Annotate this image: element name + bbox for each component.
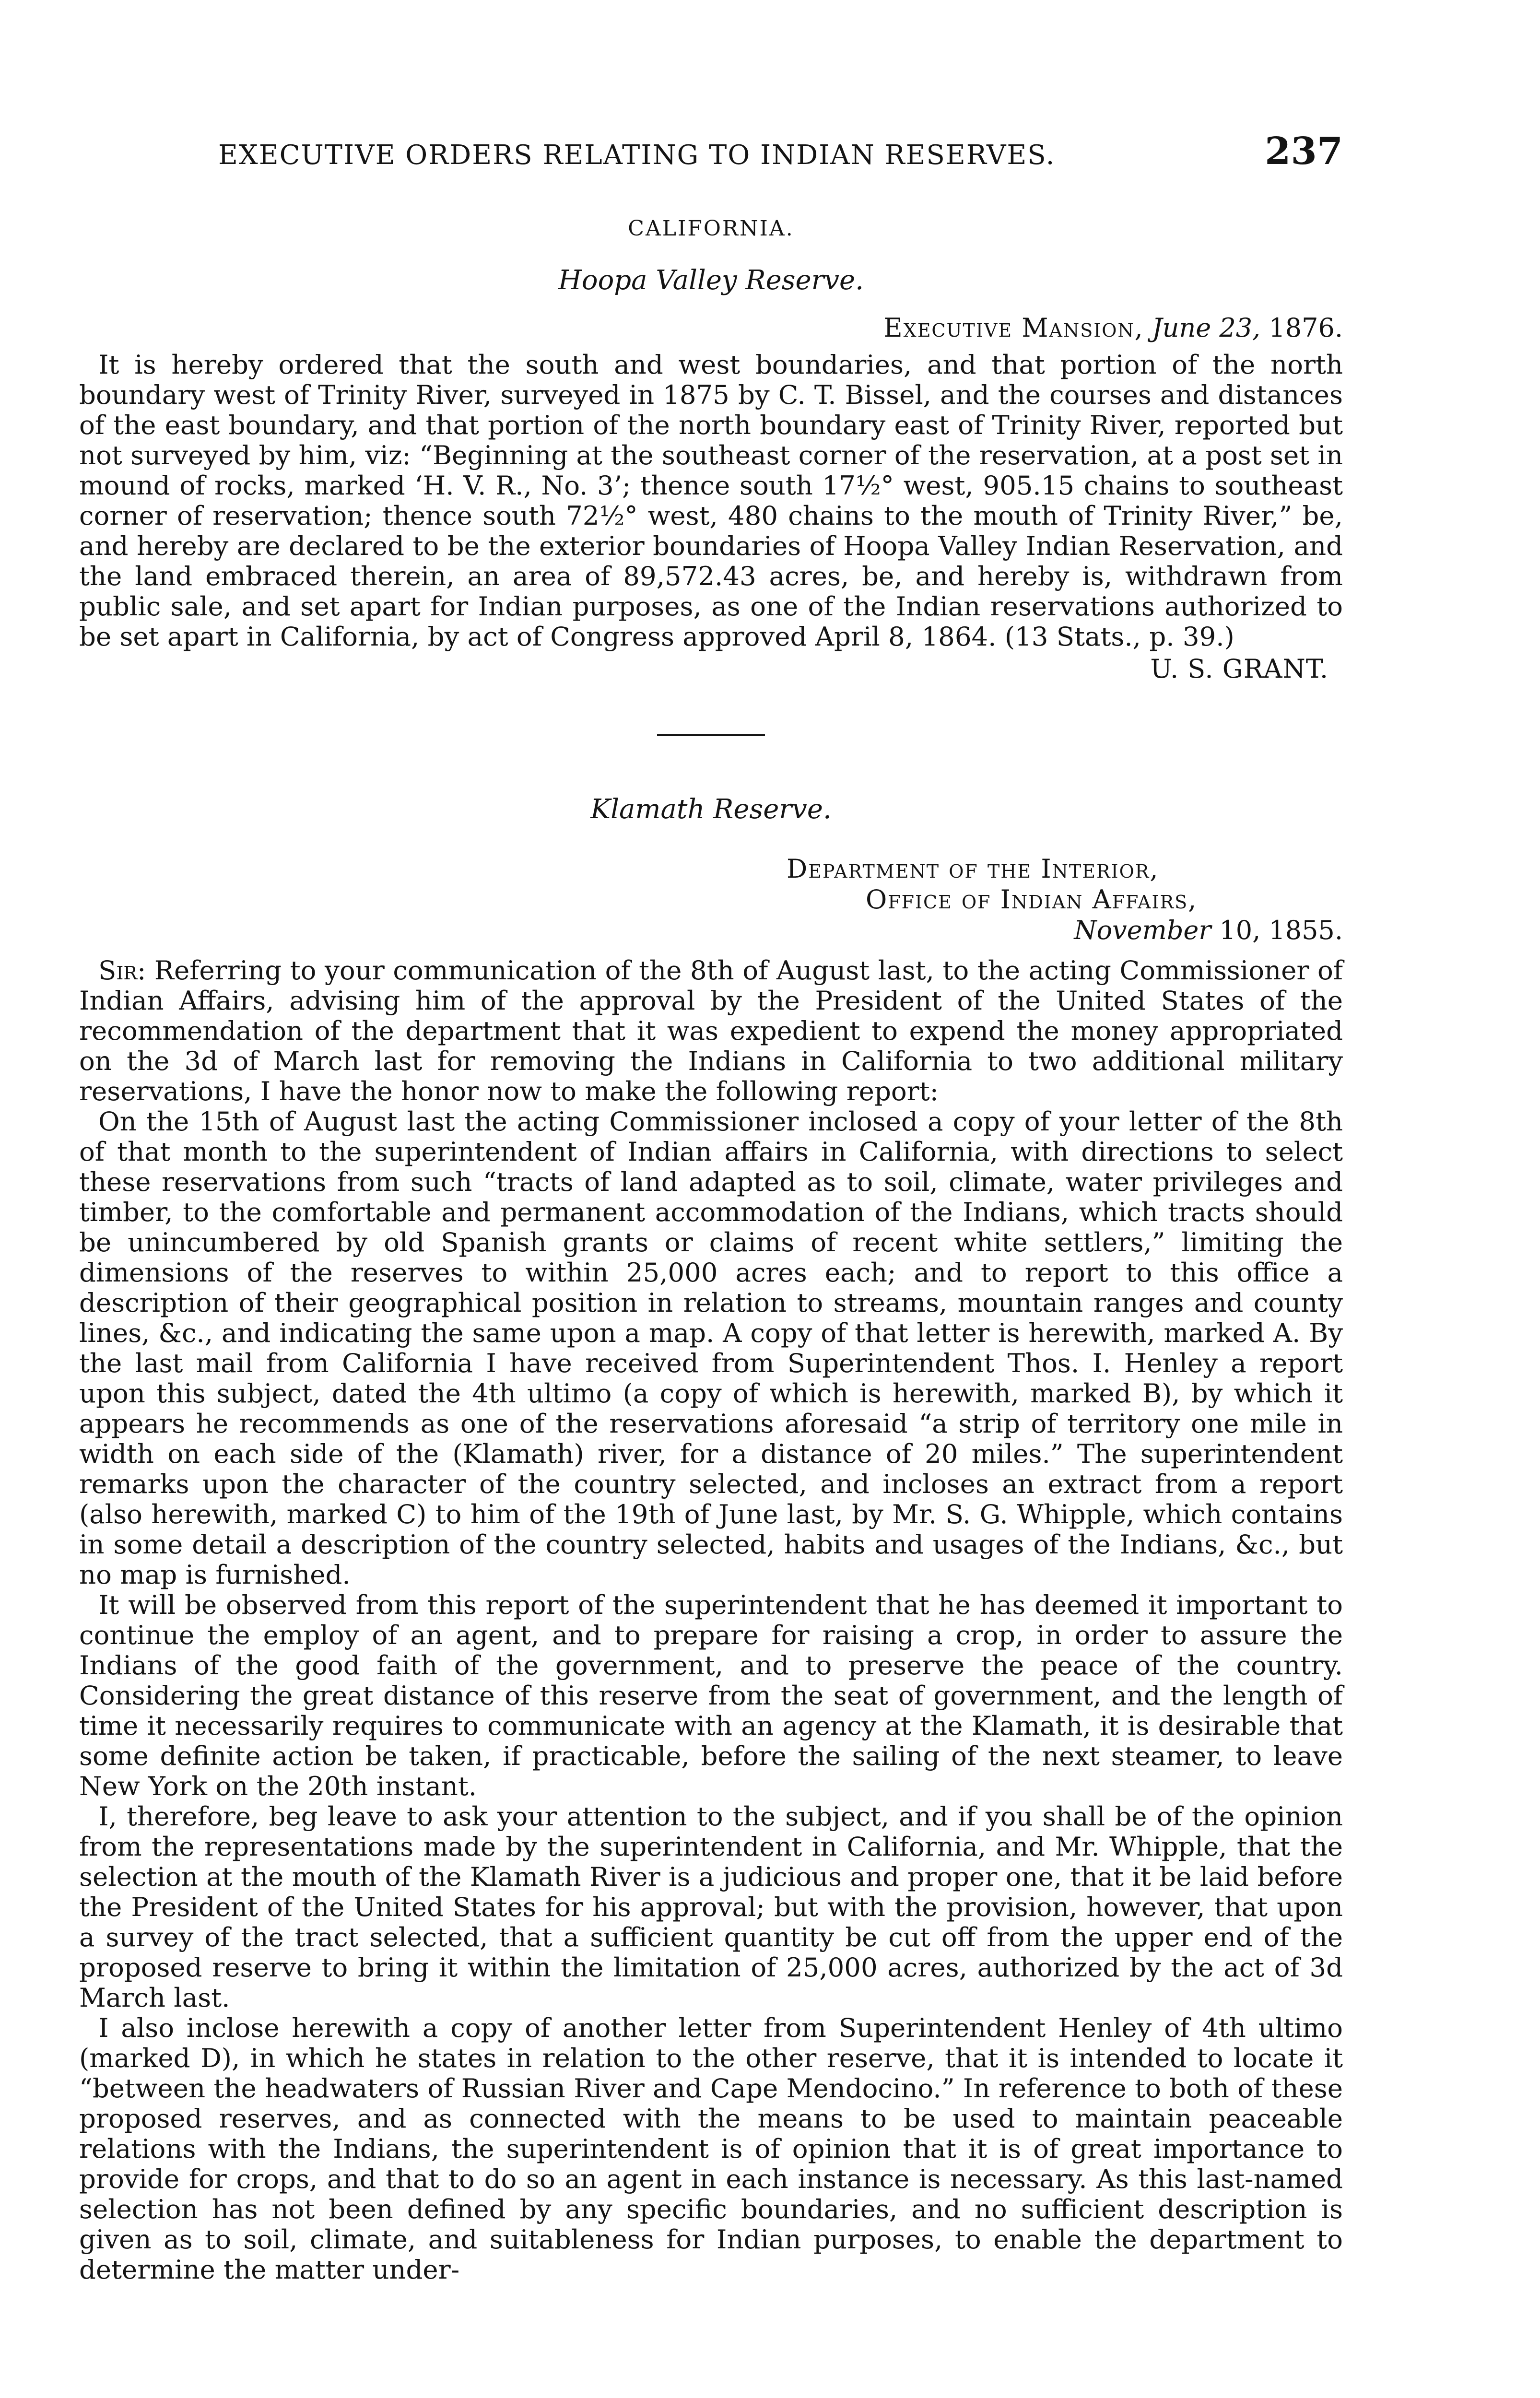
- section-divider: [657, 734, 765, 736]
- state-heading: CALIFORNIA.: [628, 216, 794, 241]
- letterhead-department: Department of the Interior,: [787, 854, 1159, 884]
- paragraph-1-text: Referring to your communication of the 8th of August last, to the acting Commissioner of Indian Affairs, advising him of the approval by the President of the United States of the recommendation of the department that it was expedient to expend the money appropriated on the 3d of March last for removing the Indians in California to two additional military reservations, I have the honor now to make the following report:: [79, 955, 1343, 1106]
- letterhead-office: Office of Indian Affairs,: [866, 884, 1198, 915]
- letterhead-date-rest: 10, 1855.: [1219, 915, 1343, 945]
- dateline-year: 1876.: [1269, 313, 1343, 343]
- klamath-title: Klamath Reserve.: [590, 794, 832, 825]
- page-number: 237: [1265, 129, 1343, 173]
- klamath-paragraph-4: I, therefore, beg leave to ask your attention to the subject, and if you shall be of the opinion from the representations made by the superintendent in California, and Mr. Whipple, that the selection at the mouth of the Klamath River is a judicious and proper one, that it be laid before the President of the United States for his approval; but with the provision, however, that upon a survey of the tract selected, that a sufficient quantity be cut off from the upper end of the proposed reserve to bring it within the limitation of 25,000 acres, authorized by the act of 3d March last.: [79, 1801, 1343, 2013]
- running-head: EXECUTIVE ORDERS RELATING TO INDIAN RESERVES.: [218, 140, 1056, 171]
- letterhead-date: [79, 915, 1343, 946]
- page-header: [218, 129, 1343, 173]
- dateline-month-day: June 23,: [1152, 313, 1261, 343]
- hoopa-title: Hoopa Valley Reserve.: [558, 265, 864, 296]
- hoopa-order-text: It is hereby ordered that the south and west boundaries, and that portion of the north boundary west of Trinity River, surveyed in 1875 by C. T. Bissel, and the courses and distances of the east boundary, and that portion of the north boundary east of Trinity River, reported but not surveyed by him, viz: “Beginning at the southeast corner of the reservation, at a post set in mound of rocks, marked ‘H. V. R., No. 3’; thence south 17½° west, 905.15 chains to southeast corner of reservation; thence south 72½° west, 480 chains to the mouth of Trinity River,” be, and hereby are declared to be the exterior boundaries of Hoopa Valley Indian Reservation, and the land embraced therein, an area of 89,572.43 acres, be, and hereby is, withdrawn from public sale, and set apart for Indian purposes, as one of the Indian reservations authorized to be set apart in California, by act of Congress approved April 8, 1864. (13 Stats., p. 39.): [79, 349, 1343, 652]
- klamath-paragraph-5: I also inclose herewith a copy of another letter from Superintendent Henley of 4th ultimo (marked D), in which he states in relation to the other reserve, that it is intended to locate it “between the headwaters of Russian River and Cape Mendocino.” In reference to both of these proposed reserves, and as connected with the means to be used to maintain peaceable relations with the Indians, the superintendent is of opinion that it is of great importance to provide for crops, and that to do so an agent in each instance is necessary. As this last-named selection has not been defined by any specific boundaries, and no sufficient description is given as to soil, climate, and suitableness for Indian purposes, to enable the department to determine the matter under-: [79, 2012, 1343, 2285]
- dateline-place: Executive Mansion,: [883, 313, 1144, 343]
- klamath-paragraph-1: [79, 955, 1343, 1106]
- klamath-paragraph-2: On the 15th of August last the acting Commissioner inclosed a copy of your letter of the 8th of that month to the superintendent of Indian affairs in California, with directions to select these reservations from such “tracts of land adapted as to soil, climate, water privileges and timber, to the comfortable and permanent accommodation of the Indians, which tracts should be unincumbered by old Spanish grants or claims of recent white settlers,” limiting the dimensions of the reserves to within 25,000 acres each; and to report to this office a description of their geographical position in relation to streams, mountain ranges and county lines, &c., and indicating the same upon a map. A copy of that letter is herewith, marked A. By the last mail from California I have received from Superintendent Thos. I. Henley a report upon this subject, dated the 4th ultimo (a copy of which is herewith, marked B), by which it appears he recommends as one of the reservations aforesaid “a strip of territory one mile in width on each side of the (Klamath) river, for a distance of 20 miles.” The superintendent remarks upon the character of the country selected, and incloses an extract from a report (also herewith, marked C) to him of the 19th of June last, by Mr. S. G. Whipple, which contains in some detail a description of the country selected, habits and usages of the Indians, &c., but no map is furnished.: [79, 1106, 1343, 1590]
- hoopa-dateline: [79, 313, 1343, 343]
- hoopa-signature: U. S. GRANT.: [1150, 654, 1328, 684]
- letterhead-date-month: November: [1074, 915, 1211, 945]
- salutation: Sir:: [98, 955, 146, 986]
- document-page: [79, 129, 1343, 2285]
- klamath-letterhead: [79, 854, 1343, 946]
- klamath-paragraph-3: It will be observed from this report of the superintendent that he has deemed it important to continue the employ of an agent, and to prepare for raising a crop, in order to assure the Indians of the good faith of the government, and to preserve the peace of the country. Considering the great distance of this reserve from the seat of government, and the length of time it necessarily requires to communicate with an agency at the Klamath, it is desirable that some definite action be taken, if practicable, before the sailing of the next steamer, to leave New York on the 20th instant.: [79, 1589, 1343, 1801]
